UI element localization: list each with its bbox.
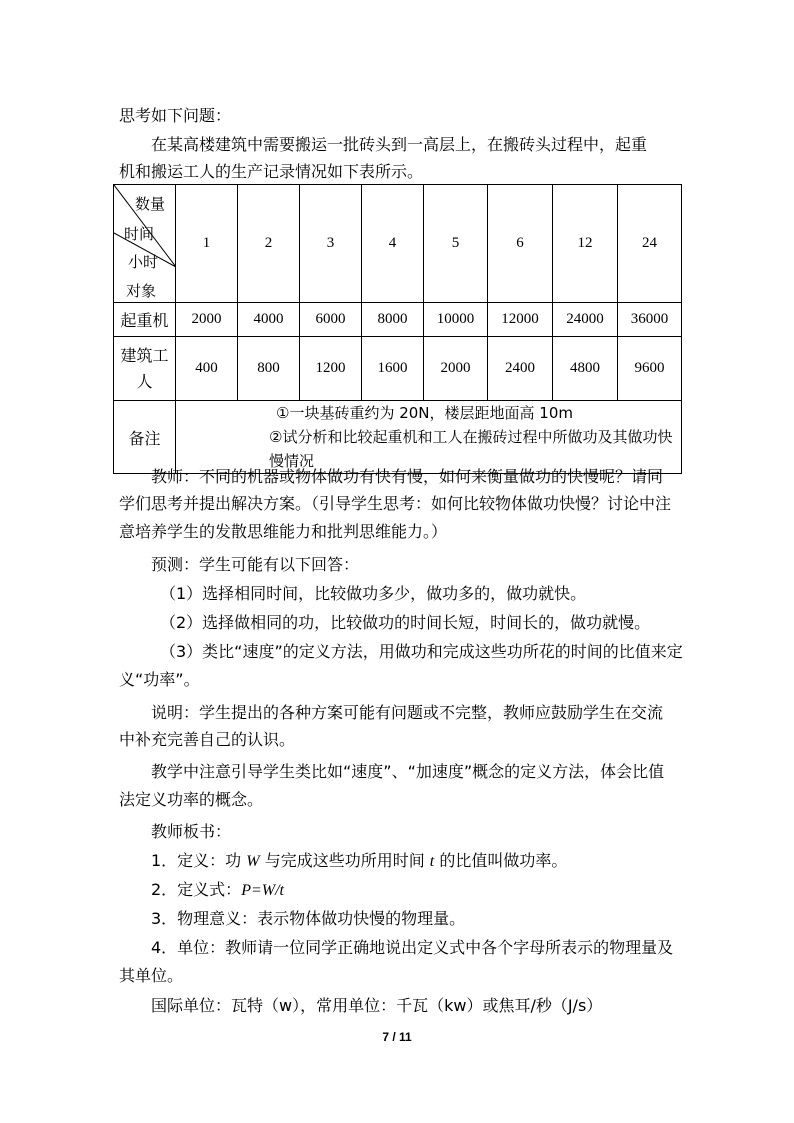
value-cell: 9600	[618, 337, 682, 401]
formula-prefix: 2．定义式：	[151, 880, 242, 899]
predict-item-2: （2）选择做相同的功，比较做功的时间长短，时间长的，做功就慢。	[160, 613, 651, 632]
predict-item-1: （1）选择相同时间，比较做功多少，做功多的，做功就快。	[160, 584, 587, 603]
question-line-1: 在某高楼建筑中需要搬运一批砖头到一高层上，在搬砖头过程中，起重	[151, 135, 648, 154]
definition-suffix: 的比值叫做功率。	[434, 851, 568, 870]
hour-cell: 4	[362, 185, 424, 303]
guide-line-2: 法定义功率的概念。	[119, 790, 264, 809]
remark-line-2: ②试分析和比较起重机和工人在搬砖过程中所做功及其做功快慢情况	[269, 428, 673, 470]
value-cell: 6000	[300, 303, 362, 337]
value-cell: 2000	[176, 303, 238, 337]
intro-text: 思考如下问题：	[119, 106, 232, 125]
guide-line-1: 教学中注意引导学生类比如“速度”、“加速度”概念的定义方法，体会比值	[151, 762, 665, 781]
remark-content	[176, 401, 682, 474]
predict-item-3-line-2: 义“功率”。	[119, 670, 200, 689]
predict-item-3-line-1: （3）类比“速度”的定义方法，用做功和完成这些功所花的时间的比值来定	[160, 642, 683, 661]
teacher-line-1: 教师：不同的机器或物体做功有快有慢，如何来衡量做功的快慢呢？请同	[151, 467, 664, 486]
hour-cell: 6	[488, 185, 553, 303]
note-line-2: 中补充完善自己的认识。	[119, 730, 296, 749]
hour-cell: 5	[424, 185, 488, 303]
table-header-row	[114, 185, 682, 303]
diag-label-hour: 小时	[128, 253, 159, 271]
value-cell: 800	[238, 337, 300, 401]
row-label-crane: 起重机	[114, 303, 176, 337]
board-unit-line-3: 国际单位：瓦特（w），常用单位：千瓦（kw）或焦耳/秒（J/s）	[151, 996, 603, 1015]
table-row-remark	[114, 401, 682, 474]
definition-prefix: 1．定义：功	[151, 851, 247, 870]
hour-cell: 2	[238, 185, 300, 303]
remark-label: 备注	[114, 401, 176, 474]
predict-title: 预测：学生可能有以下回答：	[151, 555, 360, 574]
remark-line-1: ①一块基砖重约为 20N，楼层距地面高 10m	[276, 404, 573, 422]
value-cell: 1200	[300, 337, 362, 401]
value-cell: 12000	[488, 303, 553, 337]
value-cell: 10000	[424, 303, 488, 337]
hour-cell: 12	[553, 185, 618, 303]
diag-label-quantity: 数量	[135, 195, 166, 213]
row-label-worker-line-1: 建筑工	[120, 345, 169, 365]
formula-expression: P=W/t	[241, 882, 284, 899]
production-record-table	[113, 184, 682, 474]
row-label-worker-line-2: 人	[136, 371, 153, 391]
value-cell: 2000	[424, 337, 488, 401]
diagonal-header-cell	[114, 185, 176, 303]
board-unit-line-1: 4．单位：教师请一位同学正确地说出定义式中各个字母所表示的物理量及	[151, 938, 674, 957]
board-unit-line-2: 其单位。	[119, 966, 184, 985]
value-cell: 36000	[618, 303, 682, 337]
definition-middle: 与完成这些功所用时间	[259, 851, 430, 870]
value-cell: 2400	[488, 337, 553, 401]
hour-cell: 24	[618, 185, 682, 303]
value-cell: 8000	[362, 303, 424, 337]
board-definition	[151, 851, 711, 872]
var-t: t	[429, 853, 435, 870]
board-formula	[151, 880, 711, 901]
teacher-line-2: 学们思考并提出解决方案。（引导学生思考：如何比较物体做功快慢？讨论中注	[119, 494, 672, 513]
hour-cell: 1	[176, 185, 238, 303]
row-label-worker	[114, 337, 176, 401]
board-meaning: 3．物理意义：表示物体做功快慢的物理量。	[151, 909, 466, 928]
question-line-2: 机和搬运工人的生产记录情况如下表所示。	[119, 162, 424, 181]
value-cell: 1600	[362, 337, 424, 401]
value-cell: 24000	[553, 303, 618, 337]
value-cell: 400	[176, 337, 238, 401]
board-title: 教师板书：	[151, 822, 232, 841]
teacher-line-3: 意培养学生的发散思维能力和批判思维能力。）	[119, 522, 448, 541]
value-cell: 4800	[553, 337, 618, 401]
diag-label-object: 对象	[126, 282, 157, 300]
table-row-crane	[114, 303, 682, 337]
var-w: W	[246, 853, 260, 870]
value-cell: 4000	[238, 303, 300, 337]
remark-line-2-wrap	[176, 425, 681, 473]
hour-cell: 3	[300, 185, 362, 303]
note-line-1: 说明：学生提出的各种方案可能有问题或不完整，教师应鼓励学生在交流	[151, 703, 664, 722]
table-row-worker	[114, 337, 682, 401]
page-number: 7 / 11	[382, 1030, 412, 1044]
diag-label-time: 时间	[124, 225, 155, 243]
